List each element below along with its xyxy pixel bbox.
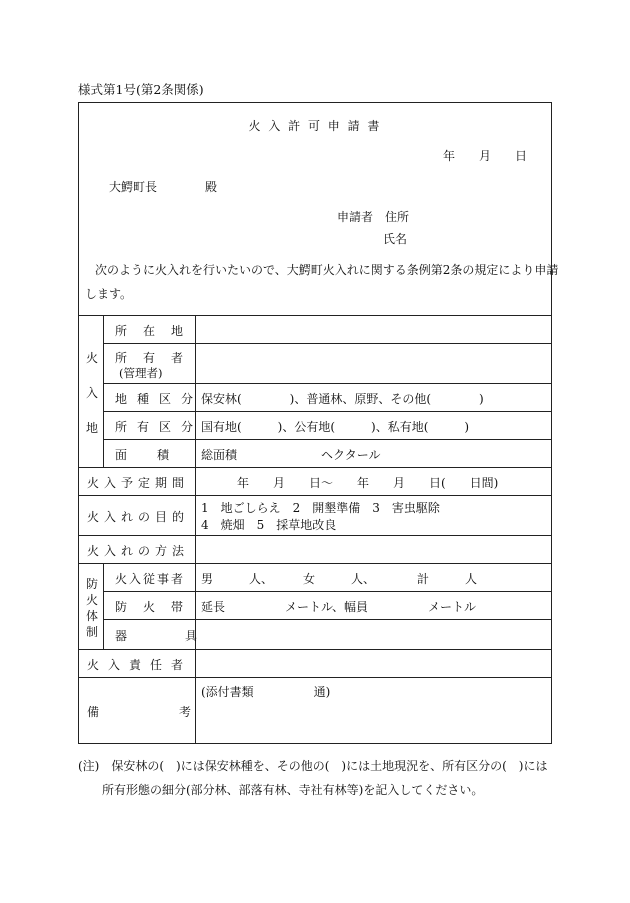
land-type-label: 地種区分 bbox=[115, 392, 204, 406]
area-label: 面 積 bbox=[115, 448, 172, 462]
fire-prevention-label-3: 体 bbox=[86, 609, 99, 623]
purpose-line2: 4 焼畑 5 採草地改良 bbox=[201, 518, 337, 532]
divider bbox=[103, 591, 551, 592]
application-form-frame bbox=[78, 102, 559, 744]
divider bbox=[79, 677, 551, 678]
request-text-line2: します。 bbox=[85, 287, 133, 301]
divider bbox=[79, 495, 551, 496]
divider bbox=[79, 649, 551, 650]
date-line: 年 月 日 bbox=[443, 149, 528, 163]
equipment-label: 器 具 bbox=[115, 629, 200, 643]
purpose-label: 火入れの目的 bbox=[87, 510, 190, 524]
divider-vertical bbox=[195, 315, 196, 743]
divider bbox=[79, 563, 551, 564]
location-label: 所 在 地 bbox=[115, 324, 186, 338]
ownership-class-label: 所有区分 bbox=[115, 420, 204, 434]
form-number-label: 様式第1号(第2条関係) bbox=[78, 82, 204, 97]
divider bbox=[103, 619, 551, 620]
applicant-address-label: 申請者 住所 bbox=[337, 210, 410, 224]
divider bbox=[103, 411, 551, 412]
fire-land-label-2: 入 bbox=[86, 386, 99, 400]
workers-label: 火入従事者 bbox=[115, 572, 186, 586]
form-title: 火 入 許 可 申 請 書 bbox=[248, 119, 382, 133]
area-value: 総面積 ヘクタール bbox=[201, 448, 381, 462]
divider-vertical bbox=[103, 563, 104, 649]
request-text-line1: 次のように火入れを行いたいので、大鰐町火入れに関する条例第2条の規定により申請 bbox=[95, 263, 559, 277]
purpose-line1: 1 地ごしらえ 2 開墾準備 3 害虫駆除 bbox=[201, 501, 440, 515]
ownership-class-value: 国有地( )、公有地( )、私有地( ) bbox=[201, 420, 470, 434]
schedule-label: 火入予定期間 bbox=[87, 476, 190, 490]
divider bbox=[79, 535, 551, 536]
addressee: 大鰐町長 殿 bbox=[109, 180, 218, 194]
fire-prevention-label-4: 制 bbox=[86, 625, 99, 639]
divider bbox=[103, 343, 551, 344]
divider bbox=[103, 439, 551, 440]
divider-header bbox=[79, 315, 551, 316]
applicant-name-label: 氏名 bbox=[383, 232, 408, 246]
divider bbox=[103, 383, 551, 384]
remarks-label-right: 考 bbox=[179, 705, 192, 719]
method-label: 火入れの方法 bbox=[87, 544, 190, 558]
firebreak-value: 延長 メートル、幅員 メートル bbox=[201, 600, 477, 614]
divider bbox=[79, 467, 551, 468]
note-line2: 所有形態の細分(部分林、部落有林、寺社有林等)を記入してください。 bbox=[102, 783, 484, 797]
fire-prevention-label-1: 防 bbox=[86, 577, 99, 591]
fire-prevention-label-2: 火 bbox=[86, 593, 99, 607]
note-line1: (注) 保安林の( )には保安林種を、その他の( )には土地現況を、所有区分の( )には bbox=[78, 759, 548, 773]
firebreak-label: 防 火 帯 bbox=[115, 600, 186, 614]
workers-value: 男 人、 女 人、 計 人 bbox=[201, 572, 478, 586]
responsible-label: 火入責任者 bbox=[87, 658, 193, 672]
remarks-label-left: 備 bbox=[87, 705, 100, 719]
land-type-value: 保安林( )、普通林、原野、その他( ) bbox=[201, 392, 484, 406]
divider-vertical bbox=[103, 315, 104, 467]
owner-sublabel: (管理者) bbox=[119, 366, 163, 380]
fire-land-label-3: 地 bbox=[86, 421, 99, 435]
owner-label: 所 有 者 bbox=[115, 351, 186, 365]
remarks-value: (添付書類 通) bbox=[201, 685, 331, 699]
schedule-value: 年 月 日～ 年 月 日( 日間) bbox=[237, 476, 499, 490]
fire-land-label-1: 火 bbox=[86, 351, 99, 365]
